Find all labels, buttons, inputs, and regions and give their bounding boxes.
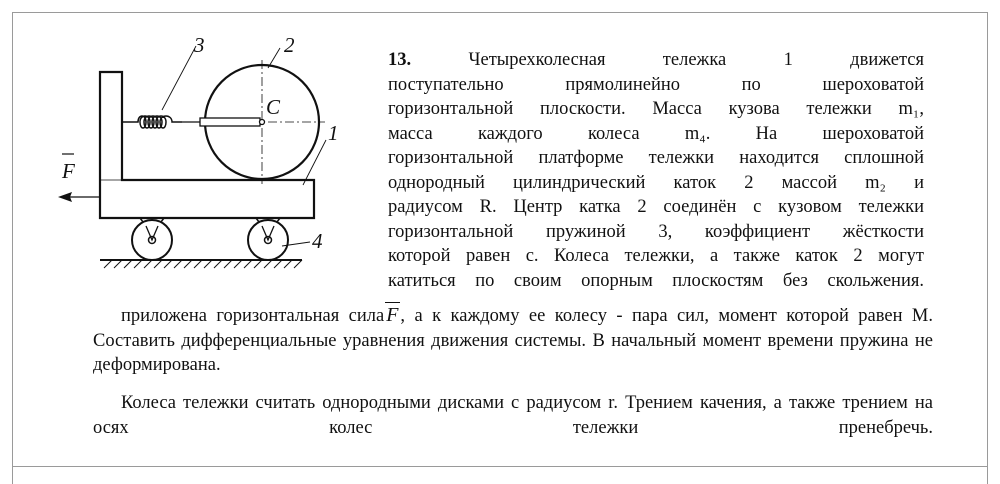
label-wheel: 4 bbox=[312, 229, 323, 253]
leader-roller bbox=[268, 48, 280, 68]
statement-line-2: поступательно прямолинейно по шероховатой bbox=[388, 74, 924, 95]
statement-line-3: горизонтальной плоскости. Масса кузова тележки m₁, bbox=[388, 99, 924, 119]
problem-statement bbox=[388, 48, 924, 293]
label-cart: 1 bbox=[328, 121, 339, 145]
note-line-1: Колеса тележки считать однородными дисками с радиусом r. Трением качения, а также bbox=[121, 393, 836, 413]
label-spring: 3 bbox=[194, 33, 205, 57]
wheel-left bbox=[132, 220, 172, 260]
label-center: C bbox=[266, 95, 281, 119]
statement-line-6: однородный цилиндрический каток 2 массой m₂ и bbox=[388, 172, 924, 193]
force-vector-symbol: F bbox=[386, 304, 399, 326]
statement-line-10: катиться по своим опорным плоскостям без скольжения. bbox=[388, 270, 924, 291]
statement-line-5: горизонтальной платформе тележки находится сплошной bbox=[388, 148, 924, 168]
force-line-before: приложена горизонтальная сила bbox=[121, 306, 385, 326]
statement-line-7: радиусом R. Центр катка 2 соединён с кузовом тележки bbox=[388, 197, 924, 217]
continuation-line-1: равен M. Составить дифференциальные уравнения движения системы. В начальный момент bbox=[93, 306, 933, 351]
spring-rod bbox=[200, 118, 260, 126]
spring-coil bbox=[122, 116, 182, 128]
force-arrowhead bbox=[58, 192, 72, 202]
mechanism-drawing bbox=[40, 30, 360, 280]
label-force: F bbox=[62, 159, 75, 183]
page-divider bbox=[12, 466, 988, 467]
statement-line-9: которой равен c. Колеса тележки, а также каток 2 могут bbox=[388, 246, 924, 266]
statement-line-4: масса каждого колеса m₄. На шероховатой bbox=[388, 123, 924, 144]
mechanism-figure bbox=[40, 30, 360, 280]
problem-note bbox=[93, 391, 933, 440]
statement-line-8: горизонтальной пружиной 3, коэффициент жёсткости bbox=[388, 221, 924, 242]
note-line-2: трением на осях колес тележки пренебречь. bbox=[93, 393, 934, 438]
roller-center bbox=[260, 120, 265, 125]
continuation-line-2: времени пружина не деформирована. bbox=[93, 330, 934, 375]
force-line-after: , а к каждому ее колесу - пара сил, момент которой bbox=[400, 306, 849, 326]
statement-line-1: Четырехколесная тележка 1 движется bbox=[468, 50, 925, 70]
ground-hatching bbox=[104, 260, 302, 268]
wheel-right bbox=[248, 220, 288, 260]
problem-number: 13. bbox=[388, 50, 412, 70]
label-roller: 2 bbox=[284, 33, 295, 57]
problem-continuation bbox=[93, 303, 933, 378]
leader-spring bbox=[162, 46, 196, 110]
